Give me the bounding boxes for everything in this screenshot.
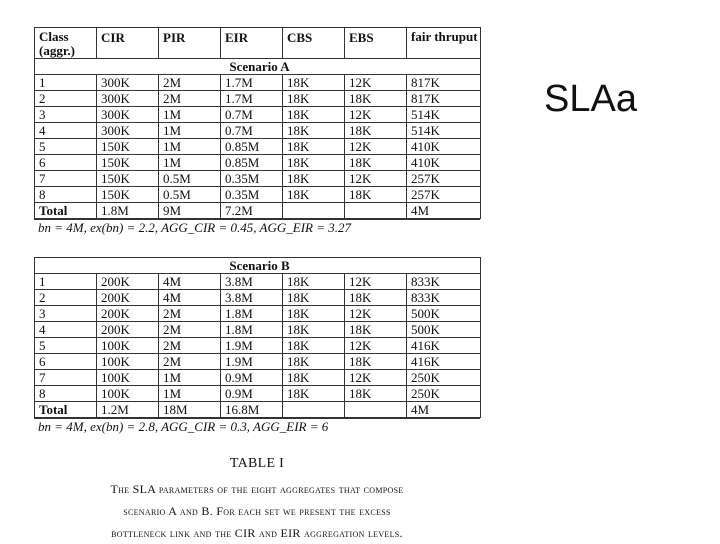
scenario-b-block: [34, 257, 480, 435]
table-cell: 4: [35, 322, 97, 338]
table-cell: 257K: [407, 187, 481, 203]
total-pir: 9M: [159, 203, 221, 219]
table-cell: 833K: [407, 290, 481, 306]
table-cell: 1M: [159, 155, 221, 171]
table-cell: 12K: [345, 274, 407, 290]
table-cell: 2M: [159, 354, 221, 370]
table-cell: 18K: [345, 290, 407, 306]
table-row: [35, 171, 481, 187]
table-cell: 0.5M: [159, 187, 221, 203]
table-cell: 2: [35, 91, 97, 107]
col-header: PIR: [159, 28, 221, 59]
table-cell: 8: [35, 187, 97, 203]
table-cell: 18K: [345, 322, 407, 338]
col-header: CBS: [283, 28, 345, 59]
scenario-b-title-row: [35, 258, 481, 274]
table-cell: 514K: [407, 123, 481, 139]
table-cell: 817K: [407, 91, 481, 107]
table-cell: 150K: [97, 171, 159, 187]
table-cell: 1M: [159, 123, 221, 139]
table-cell: 18K: [283, 155, 345, 171]
table-row: [35, 75, 481, 91]
table-cell: 514K: [407, 107, 481, 123]
table-cell: 2M: [159, 306, 221, 322]
table-cell: 1M: [159, 107, 221, 123]
table-cell: 18K: [283, 171, 345, 187]
table-caption: [34, 456, 480, 544]
table-cell: 18K: [283, 187, 345, 203]
scenario-b-table: [34, 257, 481, 418]
table-cell: 2M: [159, 75, 221, 91]
table-cell: 0.7M: [221, 123, 283, 139]
table-row: [35, 187, 481, 203]
table-cell: 5: [35, 338, 97, 354]
table-cell: 500K: [407, 322, 481, 338]
table-cell: 18K: [283, 123, 345, 139]
table-cell: 416K: [407, 354, 481, 370]
table-cell: 12K: [345, 139, 407, 155]
table-row: [35, 370, 481, 386]
table-cell: 0.9M: [221, 386, 283, 402]
table-cell: 200K: [97, 306, 159, 322]
table-cell: 833K: [407, 274, 481, 290]
table-cell: 0.7M: [221, 107, 283, 123]
table-cell: 18K: [345, 91, 407, 107]
table-cell: 257K: [407, 171, 481, 187]
caption-line: bottleneck link and the CIR and EIR aggregation levels.: [111, 526, 403, 540]
table-row: [35, 139, 481, 155]
table-cell: 12K: [345, 107, 407, 123]
table-cell: 150K: [97, 155, 159, 171]
table-cell: 18K: [283, 370, 345, 386]
table-cell: 12K: [345, 306, 407, 322]
table-cell: 3.8M: [221, 290, 283, 306]
table-cell: 2M: [159, 338, 221, 354]
table-row: [35, 354, 481, 370]
table-row: [35, 306, 481, 322]
total-label: Total: [35, 203, 97, 219]
total-cir: 1.8M: [97, 203, 159, 219]
table-cell: 18K: [345, 354, 407, 370]
table-cell: 18K: [345, 155, 407, 171]
table-cell: 200K: [97, 322, 159, 338]
table-cell: 12K: [345, 338, 407, 354]
table-cell: 18K: [283, 338, 345, 354]
table-cell: 200K: [97, 274, 159, 290]
table-cell: 0.35M: [221, 187, 283, 203]
table-cell: 1M: [159, 386, 221, 402]
table-cell: 18K: [345, 386, 407, 402]
table-cell: 1.8M: [221, 306, 283, 322]
table-label: TABLE I: [229, 456, 285, 471]
table-cell: 200K: [97, 290, 159, 306]
header-row: [35, 28, 481, 59]
table-cell: 410K: [407, 139, 481, 155]
table-cell: 150K: [97, 187, 159, 203]
table-cell: 250K: [407, 386, 481, 402]
table-cell: 416K: [407, 338, 481, 354]
table-cell: 100K: [97, 338, 159, 354]
col-header: EIR: [221, 28, 283, 59]
table-cell: 300K: [97, 123, 159, 139]
scenario-a-note: bn = 4M, ex(bn) = 2.2, AGG_CIR = 0.45, AGG_EIR = 3.27: [34, 219, 480, 236]
table-cell: 7: [35, 370, 97, 386]
table-cell: 18K: [283, 386, 345, 402]
table-cell: 18K: [283, 354, 345, 370]
scenario-a-total-row: [35, 203, 481, 219]
table-row: [35, 123, 481, 139]
table-cell: 1.8M: [221, 322, 283, 338]
caption-line: The SLA parameters of the eight aggregates that compose: [110, 482, 404, 496]
table-row: [35, 290, 481, 306]
table-cell: 18K: [345, 187, 407, 203]
table-cell: 4M: [159, 290, 221, 306]
caption-line: scenario A and B. For each set we present the excess: [123, 504, 391, 518]
col-header: Class (aggr.): [35, 28, 97, 59]
table-cell: 2M: [159, 322, 221, 338]
total-ebs: [345, 203, 407, 219]
table-cell: 8: [35, 386, 97, 402]
total-pir: 18M: [159, 402, 221, 418]
table-cell: 18K: [283, 107, 345, 123]
table-cell: 0.9M: [221, 370, 283, 386]
table-cell: 5: [35, 139, 97, 155]
table-row: [35, 338, 481, 354]
table-cell: 100K: [97, 386, 159, 402]
table-cell: 4M: [159, 274, 221, 290]
table-cell: 12K: [345, 171, 407, 187]
table-row: [35, 91, 481, 107]
table-cell: 817K: [407, 75, 481, 91]
table-cell: 6: [35, 354, 97, 370]
col-header: CIR: [97, 28, 159, 59]
total-cbs: [283, 402, 345, 418]
table-cell: 18K: [283, 139, 345, 155]
table-cell: 18K: [283, 322, 345, 338]
scenario-a-table: [34, 27, 481, 219]
total-cir: 1.2M: [97, 402, 159, 418]
table-cell: 300K: [97, 107, 159, 123]
slide-title: SLAa: [544, 78, 637, 120]
table-row: [35, 322, 481, 338]
table-cell: 100K: [97, 370, 159, 386]
scenario-b-note: bn = 4M, ex(bn) = 2.8, AGG_CIR = 0.3, AGG_EIR = 6: [34, 418, 480, 435]
table-cell: 1M: [159, 139, 221, 155]
table-row: [35, 155, 481, 171]
table-cell: 0.85M: [221, 155, 283, 171]
col-header: fair thruput: [407, 28, 481, 59]
table-cell: 12K: [345, 370, 407, 386]
table-cell: 18K: [283, 290, 345, 306]
table-cell: 3.8M: [221, 274, 283, 290]
table-cell: 1.7M: [221, 75, 283, 91]
table-cell: 1.9M: [221, 338, 283, 354]
table-cell: 7: [35, 171, 97, 187]
table-cell: 18K: [283, 274, 345, 290]
table-cell: 150K: [97, 139, 159, 155]
table-cell: 300K: [97, 91, 159, 107]
scenario-b-body: [35, 274, 481, 402]
total-eir: 16.8M: [221, 402, 283, 418]
table-cell: 4: [35, 123, 97, 139]
table-cell: 0.35M: [221, 171, 283, 187]
table-cell: 18K: [283, 91, 345, 107]
table-cell: 250K: [407, 370, 481, 386]
table-cell: 1.9M: [221, 354, 283, 370]
table-cell: 18K: [283, 75, 345, 91]
table-row: [35, 107, 481, 123]
table-cell: 410K: [407, 155, 481, 171]
scenario-a-block: [34, 27, 480, 236]
table-cell: 1M: [159, 370, 221, 386]
table-cell: 12K: [345, 75, 407, 91]
total-thruput: 4M: [407, 402, 481, 418]
scenario-a-title-row: [35, 59, 481, 75]
total-eir: 7.2M: [221, 203, 283, 219]
table-cell: 0.5M: [159, 171, 221, 187]
table-cell: 2M: [159, 91, 221, 107]
table-cell: 2: [35, 290, 97, 306]
table-cell: 0.85M: [221, 139, 283, 155]
table-cell: 1: [35, 75, 97, 91]
table-cell: 18K: [345, 123, 407, 139]
total-label: Total: [35, 402, 97, 418]
table-row: [35, 274, 481, 290]
scenario-a-title: Scenario A: [35, 59, 481, 75]
total-ebs: [345, 402, 407, 418]
total-thruput: 4M: [407, 203, 481, 219]
table-cell: 500K: [407, 306, 481, 322]
col-header: EBS: [345, 28, 407, 59]
table-row: [35, 386, 481, 402]
table-cell: 300K: [97, 75, 159, 91]
total-cbs: [283, 203, 345, 219]
scenario-b-title: Scenario B: [35, 258, 481, 274]
scenario-b-total-row: [35, 402, 481, 418]
table-cell: 1: [35, 274, 97, 290]
table-cell: 18K: [283, 306, 345, 322]
table-cell: 100K: [97, 354, 159, 370]
table-cell: 6: [35, 155, 97, 171]
scenario-a-body: [35, 75, 481, 203]
table-cell: 1.7M: [221, 91, 283, 107]
table-cell: 3: [35, 306, 97, 322]
table-cell: 3: [35, 107, 97, 123]
